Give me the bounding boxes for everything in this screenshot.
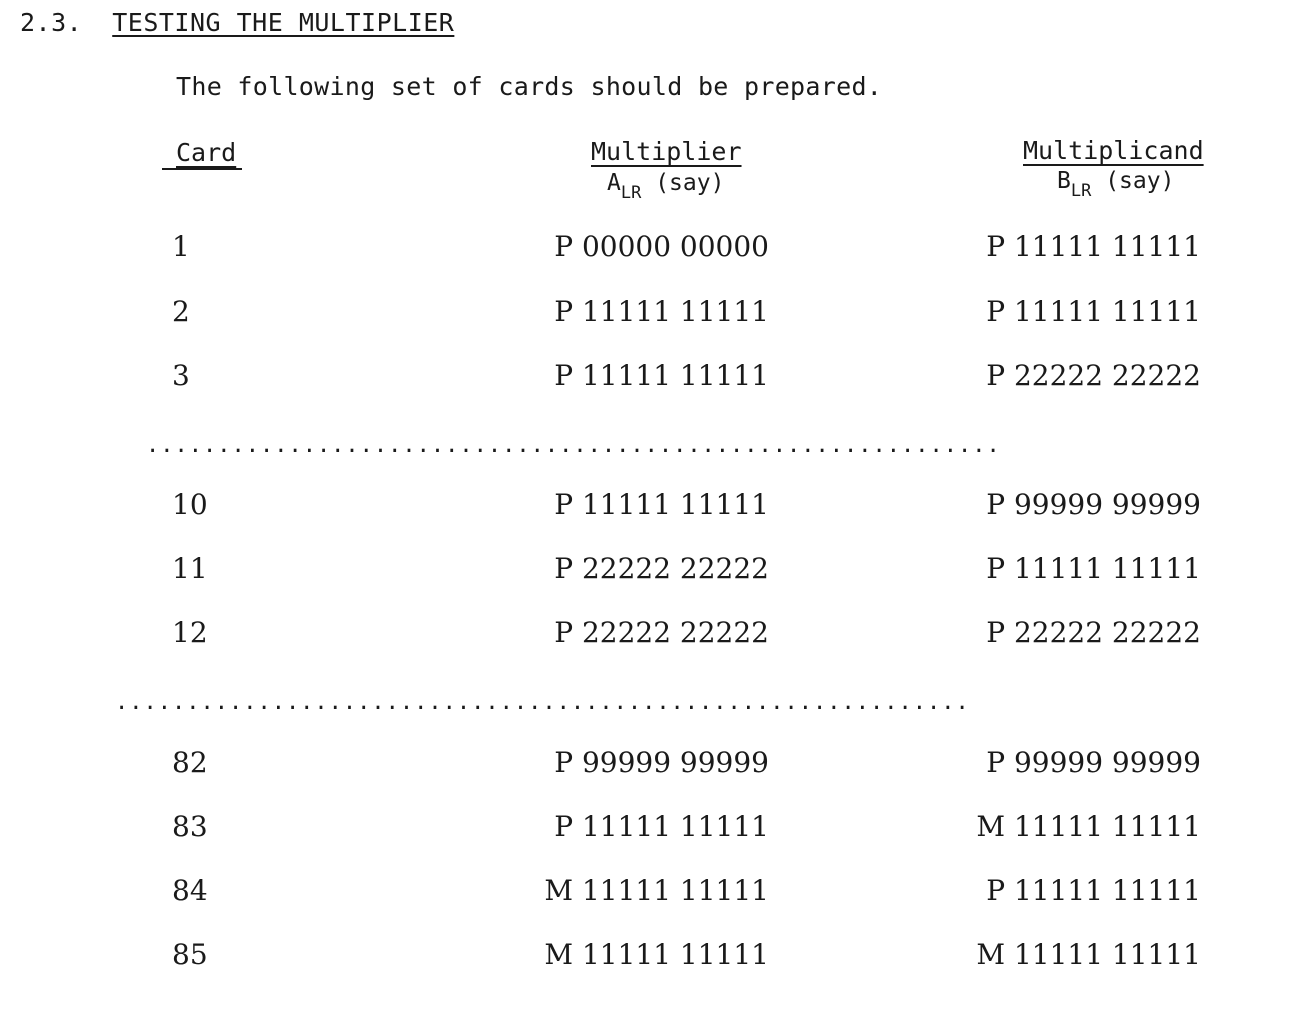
multiplier-value: M 11111 11111 <box>544 938 769 971</box>
table-row <box>0 359 1301 399</box>
card-header-label: Card <box>176 138 237 167</box>
separator-dots: ............................................................ <box>146 433 1001 458</box>
multiplier-value: P 22222 22222 <box>554 552 769 585</box>
card-number: 3 <box>172 359 190 392</box>
card-number: 82 <box>172 746 208 779</box>
multiplicand-column-header <box>1023 136 1204 165</box>
separator-dots: ............................................................ <box>115 690 970 715</box>
multiplier-value: P 11111 11111 <box>554 295 769 328</box>
section-title: TESTING THE MULTIPLIER <box>112 8 455 37</box>
multiplicand-value: P 11111 11111 <box>986 552 1201 585</box>
table-row <box>0 488 1301 528</box>
section-number: 2.3. <box>20 8 83 37</box>
card-header-underline <box>162 168 242 170</box>
multiplicand-value: P 11111 11111 <box>986 230 1201 263</box>
multiplicand-value: P 99999 99999 <box>986 746 1201 779</box>
multiplier-value: P 00000 00000 <box>554 230 769 263</box>
table-row <box>0 938 1301 978</box>
card-number: 12 <box>172 616 208 649</box>
multiplier-value: P 11111 11111 <box>554 810 769 843</box>
multiplier-subscript: LR <box>620 183 642 203</box>
multiplier-note: (say) <box>655 170 725 196</box>
multiplicand-value: M 11111 11111 <box>976 938 1201 971</box>
multiplier-header-label: Multiplier <box>591 137 742 166</box>
multiplicand-header-label: Multiplicand <box>1023 136 1204 165</box>
card-number: 10 <box>172 488 208 521</box>
multiplier-value: P 11111 11111 <box>554 359 769 392</box>
table-row <box>0 810 1301 850</box>
multiplier-column-header <box>591 137 742 166</box>
multiplicand-value: P 22222 22222 <box>986 359 1201 392</box>
multiplicand-symbol: B <box>1057 168 1071 194</box>
intro-text: The following set of cards should be prepared. <box>176 72 883 101</box>
card-number: 1 <box>172 230 190 263</box>
card-number: 85 <box>172 938 208 971</box>
multiplicand-value: P 11111 11111 <box>986 295 1201 328</box>
table-row <box>0 874 1301 914</box>
multiplier-value: P 11111 11111 <box>554 488 769 521</box>
card-number: 84 <box>172 874 208 907</box>
multiplier-value: P 99999 99999 <box>554 746 769 779</box>
section-heading <box>20 8 454 37</box>
multiplicand-value: M 11111 11111 <box>976 810 1201 843</box>
card-column-header <box>176 138 236 167</box>
multiplier-value: M 11111 11111 <box>544 874 769 907</box>
table-row <box>0 552 1301 592</box>
multiplier-symbol: A <box>607 170 621 196</box>
multiplier-subheader <box>607 170 725 203</box>
multiplicand-value: P 22222 22222 <box>986 616 1201 649</box>
multiplier-value: P 22222 22222 <box>554 616 769 649</box>
table-row <box>0 616 1301 656</box>
card-number: 2 <box>172 295 190 328</box>
multiplicand-subscript: LR <box>1070 181 1092 201</box>
multiplicand-value: P 99999 99999 <box>986 488 1201 521</box>
card-number: 83 <box>172 810 208 843</box>
table-row <box>0 746 1301 786</box>
card-number: 11 <box>172 552 208 585</box>
multiplicand-value: P 11111 11111 <box>986 874 1201 907</box>
table-row <box>0 230 1301 270</box>
multiplicand-subheader <box>1057 168 1175 201</box>
multiplicand-note: (say) <box>1105 168 1175 194</box>
table-row <box>0 295 1301 335</box>
